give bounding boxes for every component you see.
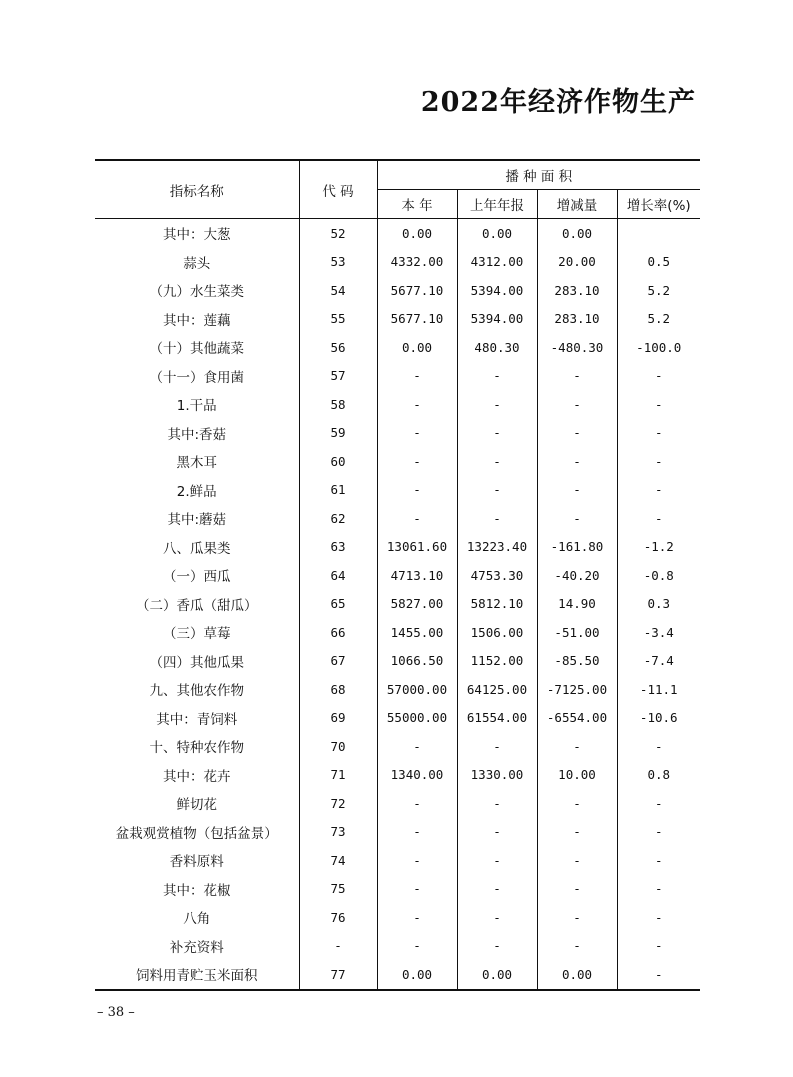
row-name: （二）香瓜（甜瓜） [136, 597, 258, 614]
row-change: 20.00 [537, 248, 617, 277]
row-growth-rate: 0.3 [617, 590, 700, 619]
row-change: -40.20 [537, 561, 617, 590]
row-name: 鲜切花 [176, 797, 217, 814]
row-code: 56 [299, 333, 377, 362]
row-this-year: - [377, 390, 457, 419]
row-this-year: 13061.60 [377, 533, 457, 562]
row-change: - [537, 903, 617, 932]
header-sown-area: 播 种 面 积 [377, 160, 700, 190]
row-change: 283.10 [537, 305, 617, 334]
row-last-year: 5394.00 [457, 276, 537, 305]
table-row [95, 305, 700, 334]
table-row [95, 333, 700, 362]
row-growth-rate: -10.6 [617, 704, 700, 733]
row-growth-rate: - [617, 789, 700, 818]
row-name: （十）其他蔬菜 [149, 341, 244, 358]
row-code: 67 [299, 647, 377, 676]
table-row [95, 960, 700, 990]
row-growth-rate: - [617, 504, 700, 533]
row-growth-rate: - [617, 447, 700, 476]
row-change: 0.00 [537, 960, 617, 990]
row-name: 其中：花卉 [163, 768, 231, 785]
row-growth-rate: - [617, 903, 700, 932]
row-this-year: 1340.00 [377, 761, 457, 790]
row-this-year: 0.00 [377, 333, 457, 362]
table-row [95, 875, 700, 904]
row-this-year: - [377, 362, 457, 391]
row-change: - [537, 875, 617, 904]
row-this-year: 57000.00 [377, 675, 457, 704]
row-change: 14.90 [537, 590, 617, 619]
row-this-year: 4713.10 [377, 561, 457, 590]
row-change: - [537, 732, 617, 761]
table-row [95, 846, 700, 875]
row-name: （九）水生菜类 [149, 284, 244, 301]
row-growth-rate: - [617, 818, 700, 847]
row-change: - [537, 846, 617, 875]
row-change: - [537, 447, 617, 476]
table-row [95, 561, 700, 590]
row-code: 68 [299, 675, 377, 704]
row-growth-rate: - [617, 390, 700, 419]
row-name: 十、特种农作物 [149, 740, 244, 757]
row-last-year: - [457, 362, 537, 391]
row-last-year: 0.00 [457, 219, 537, 248]
row-growth-rate: -0.8 [617, 561, 700, 590]
table-row [95, 675, 700, 704]
row-growth-rate: 0.8 [617, 761, 700, 790]
row-code: 72 [299, 789, 377, 818]
row-code: 64 [299, 561, 377, 590]
table-row [95, 789, 700, 818]
row-growth-rate: - [617, 362, 700, 391]
row-code: 69 [299, 704, 377, 733]
row-change: -7125.00 [537, 675, 617, 704]
row-last-year: - [457, 390, 537, 419]
row-last-year: - [457, 818, 537, 847]
row-last-year: - [457, 846, 537, 875]
row-this-year: 55000.00 [377, 704, 457, 733]
row-code: 65 [299, 590, 377, 619]
row-code: 57 [299, 362, 377, 391]
row-growth-rate: - [617, 875, 700, 904]
table-row [95, 248, 700, 277]
row-last-year: - [457, 504, 537, 533]
table-row [95, 618, 700, 647]
row-this-year: - [377, 818, 457, 847]
row-change: 0.00 [537, 219, 617, 248]
row-name: （四）其他瓜果 [149, 654, 244, 671]
row-name: 其中：莲藕 [163, 312, 231, 329]
header-indicator-name: 指标名称 [169, 183, 224, 200]
row-last-year: 1506.00 [457, 618, 537, 647]
row-change: - [537, 789, 617, 818]
row-this-year: 1455.00 [377, 618, 457, 647]
row-name: （十一）食用菌 [149, 369, 244, 386]
row-last-year: 1330.00 [457, 761, 537, 790]
row-code: 58 [299, 390, 377, 419]
row-name: 1.干品 [176, 398, 217, 415]
row-growth-rate: - [617, 932, 700, 961]
row-this-year: - [377, 789, 457, 818]
row-code: 75 [299, 875, 377, 904]
table-row [95, 932, 700, 961]
row-last-year: 0.00 [457, 960, 537, 990]
row-code: 74 [299, 846, 377, 875]
row-growth-rate: 5.2 [617, 305, 700, 334]
row-last-year: 64125.00 [457, 675, 537, 704]
row-last-year: 1152.00 [457, 647, 537, 676]
table-row [95, 276, 700, 305]
row-code: 59 [299, 419, 377, 448]
row-name: 其中：花椒 [163, 882, 231, 899]
row-this-year: 5677.10 [377, 276, 457, 305]
table-row [95, 732, 700, 761]
table-row [95, 590, 700, 619]
row-change: -6554.00 [537, 704, 617, 733]
row-growth-rate: -1.2 [617, 533, 700, 562]
row-last-year: - [457, 789, 537, 818]
table-row [95, 419, 700, 448]
row-this-year: - [377, 932, 457, 961]
row-last-year: 5394.00 [457, 305, 537, 334]
row-this-year: - [377, 903, 457, 932]
row-code: 52 [299, 219, 377, 248]
row-growth-rate: -7.4 [617, 647, 700, 676]
row-growth-rate: 0.5 [617, 248, 700, 277]
row-this-year: - [377, 875, 457, 904]
row-change: - [537, 362, 617, 391]
row-this-year: 0.00 [377, 960, 457, 990]
row-last-year: - [457, 476, 537, 505]
row-this-year: 4332.00 [377, 248, 457, 277]
row-name: 2.鲜品 [176, 483, 217, 500]
row-growth-rate: - [617, 476, 700, 505]
table-row [95, 219, 700, 248]
row-growth-rate: -3.4 [617, 618, 700, 647]
row-change: 283.10 [537, 276, 617, 305]
header-growth-rate: 增长率(%) [617, 190, 700, 219]
row-code: 54 [299, 276, 377, 305]
row-this-year: - [377, 447, 457, 476]
row-growth-rate: - [617, 732, 700, 761]
row-this-year: - [377, 504, 457, 533]
row-last-year: 61554.00 [457, 704, 537, 733]
table-row [95, 533, 700, 562]
row-name: 补充资料 [169, 939, 224, 956]
row-name: 其中：青饲料 [156, 711, 238, 728]
row-this-year: 0.00 [377, 219, 457, 248]
row-this-year: - [377, 476, 457, 505]
table-row [95, 647, 700, 676]
row-this-year: - [377, 846, 457, 875]
row-name: 八角 [183, 911, 211, 928]
row-last-year: 5812.10 [457, 590, 537, 619]
row-code: 61 [299, 476, 377, 505]
crop-production-table [95, 159, 700, 991]
row-last-year: 4312.00 [457, 248, 537, 277]
row-code: 55 [299, 305, 377, 334]
row-change: - [537, 390, 617, 419]
row-code: 71 [299, 761, 377, 790]
table-row [95, 818, 700, 847]
row-growth-rate: - [617, 419, 700, 448]
row-this-year: - [377, 732, 457, 761]
row-growth-rate: - [617, 846, 700, 875]
row-change: - [537, 818, 617, 847]
row-change: -51.00 [537, 618, 617, 647]
page-number: – 38 – [97, 1005, 135, 1020]
header-this-year: 本 年 [377, 190, 457, 219]
row-name: 九、其他农作物 [149, 683, 244, 700]
table-body [95, 219, 700, 990]
row-code: 62 [299, 504, 377, 533]
header-code: 代 码 [299, 160, 377, 219]
row-code: 66 [299, 618, 377, 647]
row-last-year: 13223.40 [457, 533, 537, 562]
row-name: 饲料用青贮玉米面积 [136, 968, 258, 985]
row-change: - [537, 419, 617, 448]
row-name: 八、瓜果类 [163, 540, 231, 557]
header-last-year: 上年年报 [457, 190, 537, 219]
table-row [95, 903, 700, 932]
row-this-year: - [377, 419, 457, 448]
row-name: 其中:香菇 [167, 426, 227, 443]
row-change: -161.80 [537, 533, 617, 562]
header-change: 增减量 [537, 190, 617, 219]
row-code: 76 [299, 903, 377, 932]
row-this-year: 1066.50 [377, 647, 457, 676]
row-this-year: 5827.00 [377, 590, 457, 619]
row-change: - [537, 504, 617, 533]
row-code: 70 [299, 732, 377, 761]
row-this-year: 5677.10 [377, 305, 457, 334]
row-last-year: - [457, 875, 537, 904]
page-title: 2022年经济作物生产 [420, 87, 696, 118]
row-last-year: - [457, 932, 537, 961]
row-change: -480.30 [537, 333, 617, 362]
table-row [95, 476, 700, 505]
row-name: （一）西瓜 [163, 569, 231, 586]
row-growth-rate [617, 219, 700, 248]
row-last-year: - [457, 447, 537, 476]
row-name: 黑木耳 [176, 455, 217, 472]
table-row [95, 504, 700, 533]
row-code: 53 [299, 248, 377, 277]
row-growth-rate: -100.0 [617, 333, 700, 362]
row-name: 盆栽观赏植物（包括盆景） [115, 825, 278, 842]
row-last-year: - [457, 903, 537, 932]
row-growth-rate: -11.1 [617, 675, 700, 704]
row-name: 其中:蘑菇 [167, 512, 227, 529]
row-name: 蒜头 [183, 255, 211, 272]
row-code: 63 [299, 533, 377, 562]
row-name: 其中：大葱 [163, 227, 231, 244]
row-last-year: - [457, 732, 537, 761]
table-row [95, 390, 700, 419]
row-code: 73 [299, 818, 377, 847]
row-change: - [537, 476, 617, 505]
table-row [95, 362, 700, 391]
row-change: -85.50 [537, 647, 617, 676]
row-change: 10.00 [537, 761, 617, 790]
row-code: - [299, 932, 377, 961]
row-name: （三）草莓 [163, 626, 231, 643]
row-last-year: 480.30 [457, 333, 537, 362]
row-growth-rate: - [617, 960, 700, 990]
row-name: 香料原料 [169, 854, 224, 871]
table-row [95, 447, 700, 476]
row-change: - [537, 932, 617, 961]
row-last-year: - [457, 419, 537, 448]
table-row [95, 761, 700, 790]
row-code: 60 [299, 447, 377, 476]
row-last-year: 4753.30 [457, 561, 537, 590]
table-row [95, 704, 700, 733]
row-code: 77 [299, 960, 377, 990]
row-growth-rate: 5.2 [617, 276, 700, 305]
